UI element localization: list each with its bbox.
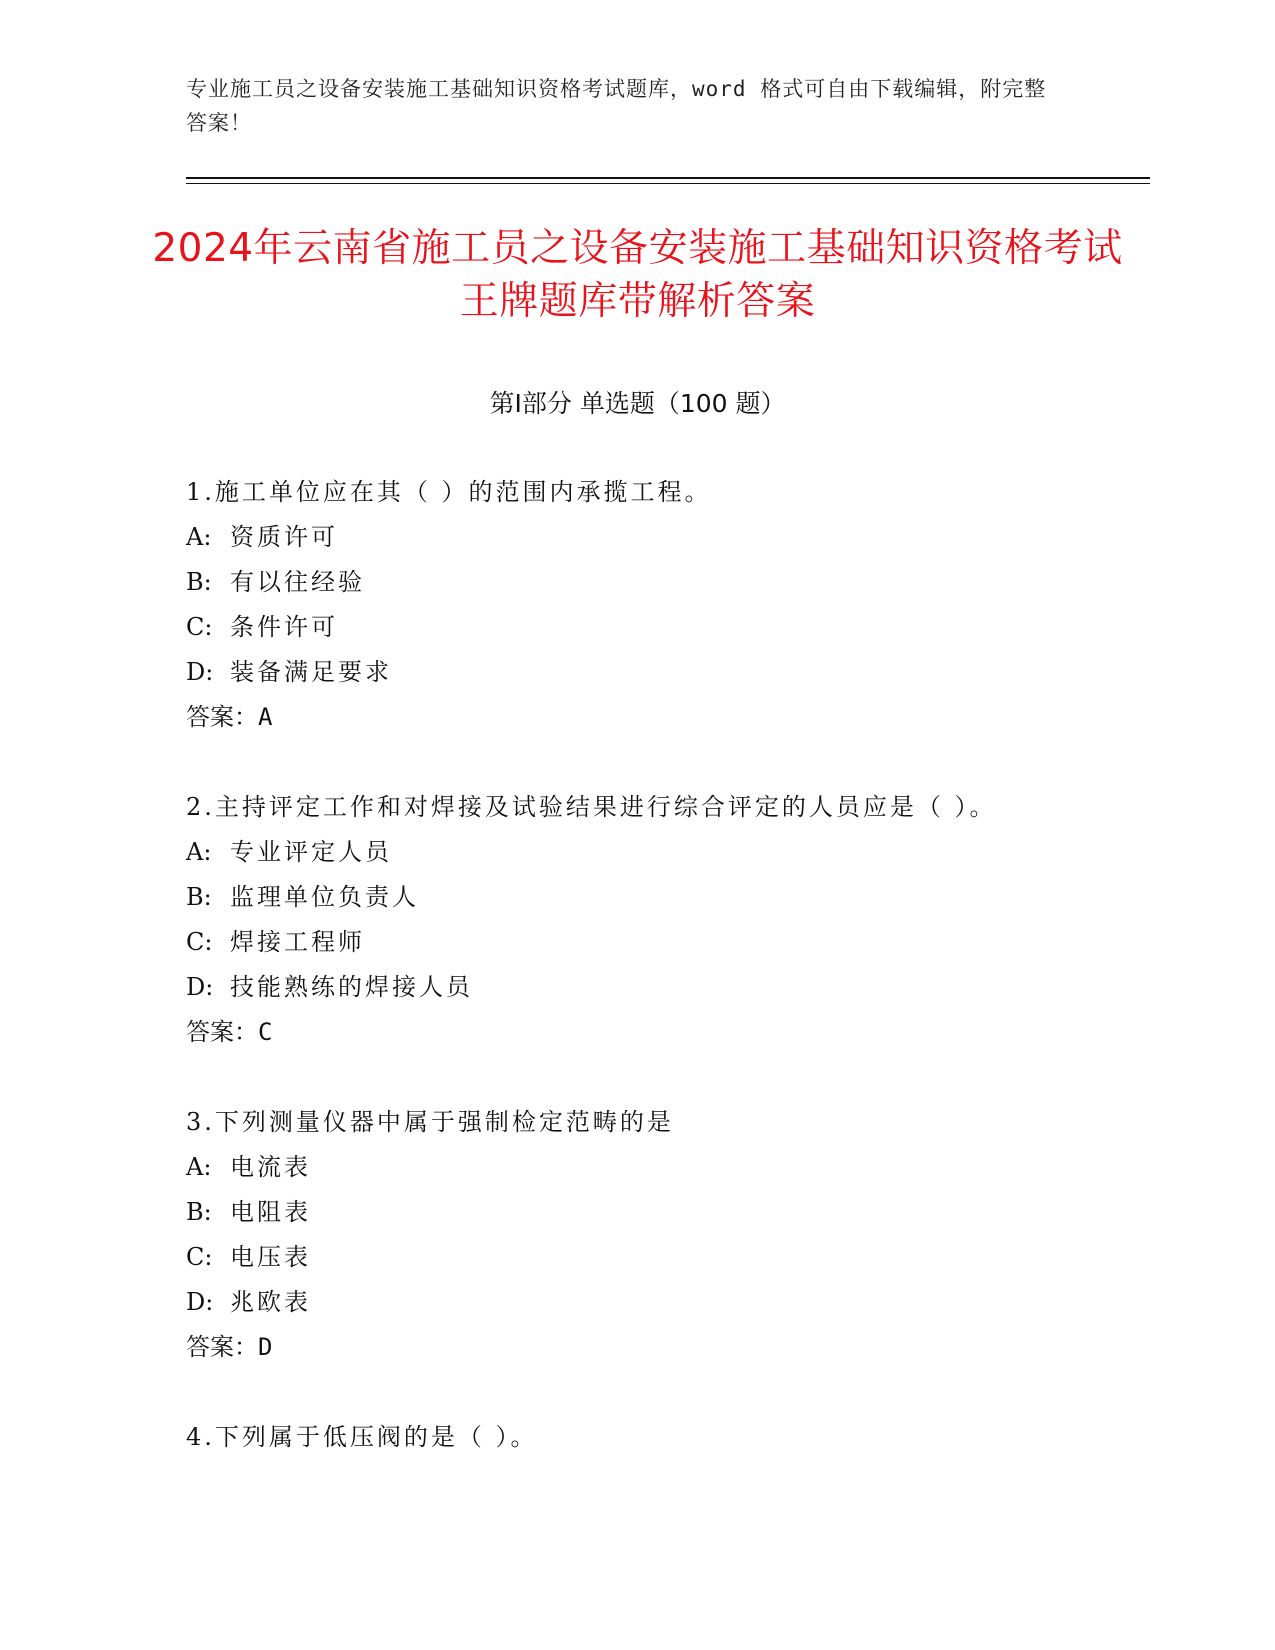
option-text: 监理单位负责人	[230, 883, 419, 911]
question-stem: 2.主持评定工作和对焊接及试验结果进行综合评定的人员应是（ ）。	[186, 793, 997, 821]
answer-line	[186, 699, 1136, 735]
question-stem: 4.下列属于低压阀的是（ ）。	[186, 1423, 538, 1451]
option-text: 电阻表	[230, 1198, 311, 1226]
option-a	[186, 519, 1136, 555]
option-letter: D:	[186, 1288, 214, 1316]
answer-line	[186, 1014, 1136, 1050]
option-letter: A:	[186, 523, 212, 551]
option-text: 焊接工程师	[230, 928, 365, 956]
answer-value: C	[258, 1018, 273, 1046]
answer-label: 答案：	[186, 1018, 258, 1046]
answer-label: 答案：	[186, 1333, 258, 1361]
option-letter: B:	[186, 568, 212, 596]
option-text: 资质许可	[230, 523, 338, 551]
question-2	[186, 789, 1136, 1050]
question-3	[186, 1104, 1136, 1365]
option-text: 电流表	[230, 1153, 311, 1181]
option-text: 专业评定人员	[230, 838, 392, 866]
option-letter: B:	[186, 883, 212, 911]
option-text: 技能熟练的焊接人员	[230, 973, 473, 1001]
option-text: 有以往经验	[230, 568, 365, 596]
answer-value: D	[258, 1333, 273, 1361]
option-a	[186, 1149, 1136, 1185]
question-stem: 3.下列测量仪器中属于强制检定范畴的是	[186, 1108, 674, 1136]
option-letter: D:	[186, 973, 214, 1001]
option-text: 电压表	[230, 1243, 311, 1271]
option-letter: C:	[186, 1243, 213, 1271]
question-4	[186, 1419, 1136, 1455]
answer-value: A	[258, 703, 273, 731]
option-d	[186, 654, 1136, 690]
answer-label: 答案：	[186, 703, 258, 731]
option-text: 装备满足要求	[230, 658, 392, 686]
answer-line	[186, 1329, 1136, 1365]
option-letter: C:	[186, 613, 213, 641]
document-title: 2024年云南省施工员之设备安装施工基础知识资格考试王牌题库带解析答案	[152, 226, 1123, 324]
option-c	[186, 1239, 1136, 1275]
option-d	[186, 969, 1136, 1005]
question-list	[186, 474, 1136, 1509]
option-d	[186, 1284, 1136, 1320]
option-letter: B:	[186, 1198, 212, 1226]
section-title: 第Ⅰ部分 单选题（100 题）	[489, 389, 786, 418]
option-text: 兆欧表	[230, 1288, 311, 1316]
option-c	[186, 609, 1136, 645]
option-letter: C:	[186, 928, 213, 956]
option-c	[186, 924, 1136, 960]
question-stem: 1.施工单位应在其（ ）的范围内承揽工程。	[186, 478, 712, 506]
option-letter: A:	[186, 1153, 212, 1181]
option-letter: A:	[186, 838, 212, 866]
question-1	[186, 474, 1136, 735]
option-b	[186, 564, 1136, 600]
option-letter: D:	[186, 658, 214, 686]
option-b	[186, 1194, 1136, 1230]
header-rule-thin	[186, 183, 1150, 184]
option-b	[186, 879, 1136, 915]
header-rule-thick	[186, 177, 1150, 179]
option-text: 条件许可	[230, 613, 338, 641]
option-a	[186, 834, 1136, 870]
header-note: 专业施工员之设备安装施工基础知识资格考试题库，word 格式可自由下载编辑，附完整答案！	[186, 77, 1047, 135]
